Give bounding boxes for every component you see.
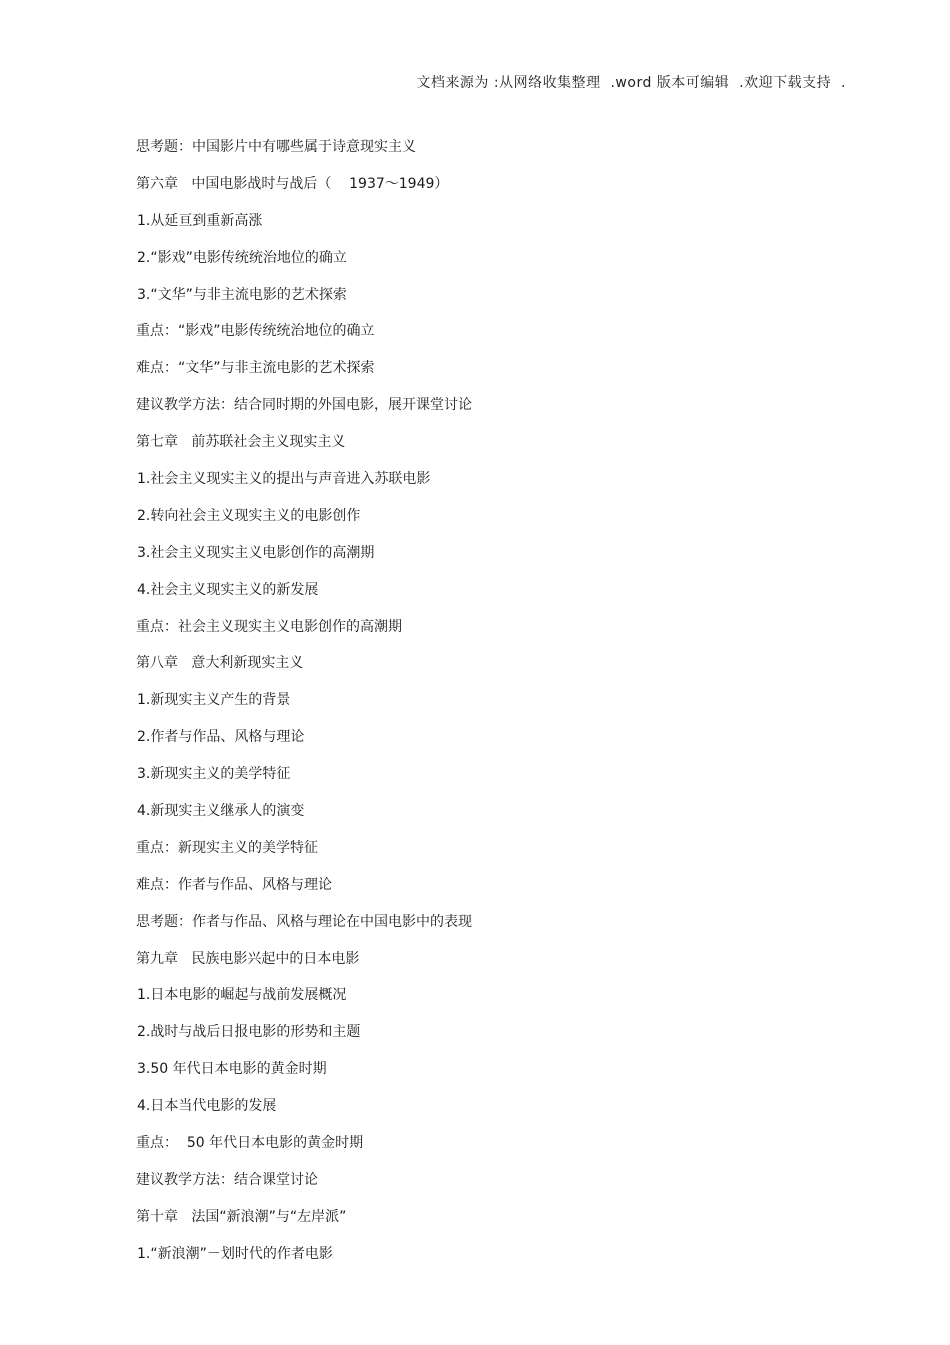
- outline-item: 3.社会主义现实主义电影创作的高潮期: [137, 544, 375, 561]
- chapter-heading: 第十章 法国“新浪潮”与“左岸派”: [136, 1208, 347, 1225]
- note-line: 重点： 50 年代日本电影的黄金时期: [136, 1135, 364, 1152]
- chapter-heading: 第九章 民族电影兴起中的日本电影: [136, 950, 360, 967]
- outline-item: 3.新现实主义的美学特征: [137, 766, 291, 783]
- chapter-heading: 第六章 中国电影战时与战后（ 1937～1949）: [136, 175, 449, 192]
- outline-item: 2.转向社会主义现实主义的电影创作: [137, 507, 361, 524]
- chapter-heading: 第八章 意大利新现实主义: [136, 655, 304, 672]
- outline-item: 2.作者与作品、风格与理论: [137, 729, 305, 746]
- note-line: 重点：“影戏”电影传统统治地位的确立: [136, 323, 375, 340]
- outline-item: 3.“文华”与非主流电影的艺术探索: [137, 286, 347, 303]
- outline-item: 1.“新浪潮”－划时代的作者电影: [137, 1245, 333, 1262]
- outline-item: 4.社会主义现实主义的新发展: [137, 581, 319, 598]
- note-line: 建议教学方法：结合课堂讨论: [136, 1171, 318, 1188]
- outline-item: 4.新现实主义继承人的演变: [137, 803, 305, 820]
- document-body: [136, 136, 836, 1280]
- chapter-heading: 第七章 前苏联社会主义现实主义: [136, 434, 346, 451]
- outline-item: 4.日本当代电影的发展: [137, 1098, 277, 1115]
- outline-item: 1.日本电影的崛起与战前发展概况: [137, 987, 347, 1004]
- note-line: 思考题：作者与作品、风格与理论在中国电影中的表现: [136, 913, 472, 930]
- outline-item: 3.50 年代日本电影的黄金时期: [137, 1061, 327, 1078]
- outline-item: 2.战时与战后日报电影的形势和主题: [137, 1024, 361, 1041]
- note-line: 难点：“文华”与非主流电影的艺术探索: [136, 360, 375, 377]
- outline-item: 1.社会主义现实主义的提出与声音进入苏联电影: [137, 471, 431, 488]
- note-line: 难点：作者与作品、风格与理论: [136, 876, 332, 893]
- note-line: 重点：社会主义现实主义电影创作的高潮期: [136, 618, 402, 635]
- outline-item: 1.新现实主义产生的背景: [137, 692, 291, 709]
- outline-item: 2.“影戏”电影传统统治地位的确立: [137, 249, 347, 266]
- outline-item: 1.从延亘到重新高涨: [137, 212, 263, 229]
- note-line: 建议教学方法：结合同时期的外国电影，展开课堂讨论: [136, 397, 472, 414]
- page-header-source-note: 文档来源为 :从网络收集整理 .word 版本可编辑 .欢迎下载支持 .: [416, 75, 846, 91]
- note-line: 思考题：中国影片中有哪些属于诗意现实主义: [136, 139, 416, 155]
- note-line: 重点：新现实主义的美学特征: [136, 839, 318, 856]
